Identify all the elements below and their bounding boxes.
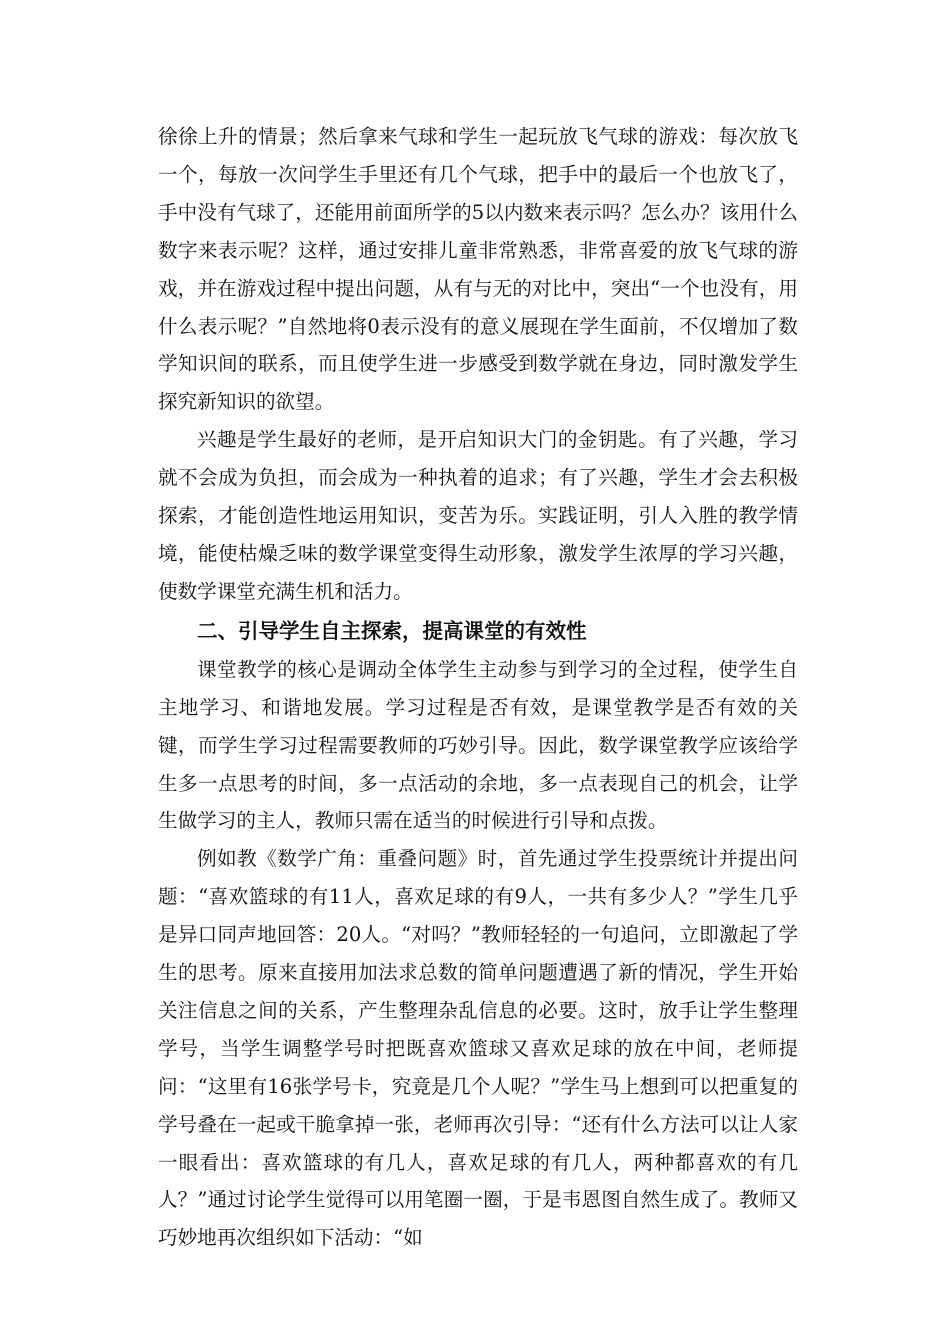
paragraph-continued: 徐徐上升的情景；然后拿来气球和学生一起玩放飞气球的游戏：每次放飞一个，每放一次问学生手里还有几个气球，把手中的最后一个也放飞了，手中没有气球了，还能用前面所学的5以内数来表示吗？怎么办？该用什么数字来表示呢？这样，通过安排儿童非常熟悉，非常喜爱的放飞气球的游戏，并在游戏过程中提出问题，从有与无的对比中，突出“一个也没有，用什么表示呢？”自然地将0表示没有的意义展现在学生面前，不仅增加了数学知识间的联系，而且使学生进一步感受到数学就在身边，同时激发学生探究新知识的欲望。 bbox=[158, 125, 798, 414]
document-page bbox=[158, 118, 798, 1257]
paragraph-example: 例如教《数学广角：重叠问题》时，首先通过学生投票统计并提出问题：“喜欢篮球的有11人，喜欢足球的有9人，一共有多少人？”学生几乎是异口同声地回答：20人。“对吗？”教师轻轻的一句追问，立即激起了学生的思考。原来直接用加法求总数的简单问题遭遇了新的情况，学生开始关注信息之间的关系，产生整理杂乱信息的必要。这时，放手让学生整理学号，当学生调整学号时把既喜欢篮球又喜欢足球的放在中间，老师提问：“这里有16张学号卡，究竟是几个人呢？”学生马上想到可以把重复的学号叠在一起或干脆拿掉一张，老师再次引导：“还有什么方法可以让人家一眼看出：喜欢篮球的有几人，喜欢足球的有几人，两种都喜欢的有几人？”通过讨论学生觉得可以用笔圈一圈，于是韦恩图自然生成了。教师又巧妙地再次组织如下活动：“如 bbox=[158, 847, 798, 1250]
paragraph-interest: 兴趣是学生最好的老师，是开启知识大门的金钥匙。有了兴趣，学习就不会成为负担，而会成为一种执着的追求；有了兴趣，学生才会去积极探索，才能创造性地运用知识，变苦为乐。实践证明，引人入胜的教学情境，能使枯燥乏味的数学课堂变得生动形象，激发学生浓厚的学习兴趣，使数学课堂充满生机和活力。 bbox=[158, 428, 798, 603]
paragraph-classroom-core: 课堂教学的核心是调动全体学生主动参与到学习的全过程，使学生自主地学习、和谐地发展。学习过程是否有效，是课堂教学是否有效的关键，而学生学习过程需要教师的巧妙引导。因此，数学课堂教学应该给学生多一点思考的时间，多一点活动的余地，多一点表现自己的机会，让学生做学习的主人，教师只需在适当的时候进行引导和点拨。 bbox=[158, 657, 798, 833]
section-heading: 二、引导学生自主探索，提高课堂的有效性 bbox=[197, 618, 587, 643]
